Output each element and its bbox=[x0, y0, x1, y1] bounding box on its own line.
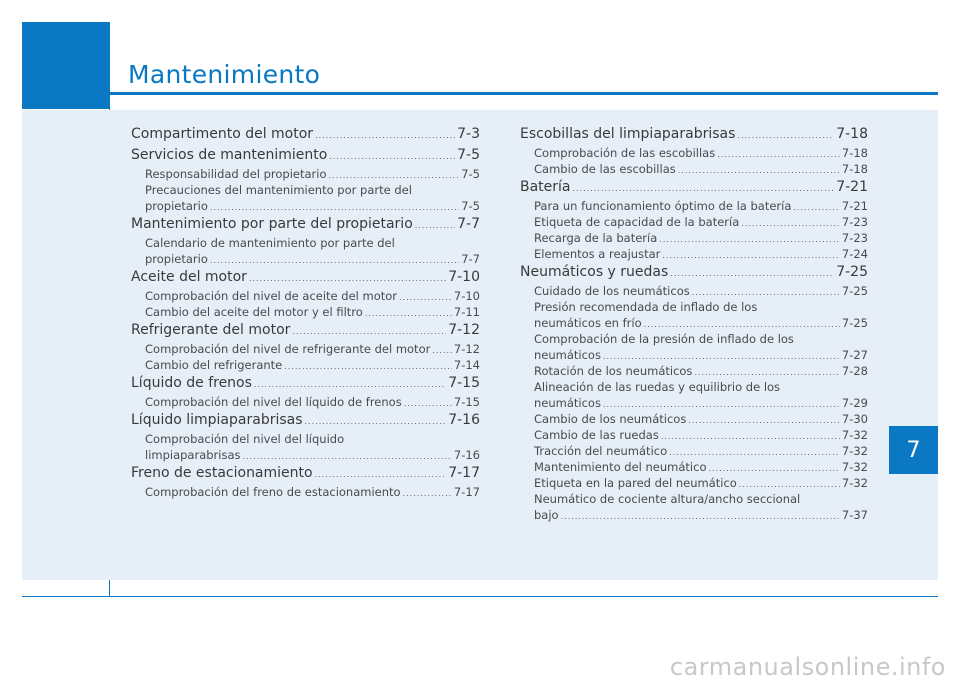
toc-page-number: 7-21 bbox=[836, 179, 868, 195]
toc-page-number: 7-15 bbox=[448, 375, 480, 391]
toc-subentry-traccion-del-neumatico[interactable] bbox=[520, 443, 868, 459]
dot-leader bbox=[292, 321, 446, 342]
toc-entry-label: Mantenimiento del neumático bbox=[534, 460, 707, 474]
toc-subentry-etiqueta-de-capacidad-de-la-bateria[interactable] bbox=[520, 214, 868, 230]
dot-leader bbox=[305, 411, 447, 432]
toc-page-number: 7-28 bbox=[841, 364, 868, 378]
toc-entry-neumaticos-y-ruedas[interactable] bbox=[520, 262, 868, 283]
toc-entry-label: Etiqueta de capacidad de la batería bbox=[534, 215, 740, 229]
dot-leader bbox=[793, 200, 840, 216]
toc-subentry-cuidado-de-los-neumaticos[interactable] bbox=[520, 283, 868, 299]
toc-subentry-wrap-line: Comprobación de la presión de inflado de los bbox=[534, 332, 794, 346]
toc-page-number: 7-11 bbox=[453, 305, 480, 319]
toc-subentry-comprobacion-del-nivel-de-refrigerante-del-motor[interactable] bbox=[131, 341, 480, 357]
toc-page-number: 7-3 bbox=[457, 126, 480, 142]
toc-subentry-wrap-line: Neumático de cociente altura/ancho seccional bbox=[534, 492, 801, 506]
dot-leader bbox=[284, 359, 452, 375]
toc-entry-label: Refrigerante del motor bbox=[131, 322, 291, 338]
toc-page-number: 7-12 bbox=[448, 322, 480, 338]
dot-leader bbox=[329, 146, 455, 167]
toc-subentry-comprobacion-del-freno-de-estacionamiento[interactable] bbox=[131, 484, 480, 500]
toc-entry-label: Responsabilidad del propietario bbox=[145, 167, 327, 181]
toc-entry-label: Tracción del neumático bbox=[534, 444, 668, 458]
toc-entry-label: Rotación de los neumáticos bbox=[534, 364, 693, 378]
toc-entry-label: Batería bbox=[520, 179, 571, 195]
dot-leader bbox=[670, 263, 834, 284]
toc-left-column bbox=[131, 124, 480, 500]
toc-right-column bbox=[520, 124, 868, 523]
toc-subentry-wrap-line: Precauciones del mantenimiento por parte del bbox=[145, 183, 412, 197]
page-title: Mantenimiento bbox=[128, 60, 321, 89]
title-underline-rule bbox=[109, 92, 938, 95]
toc-subentry-rotacion-de-los-neumaticos[interactable] bbox=[520, 363, 868, 379]
dot-leader bbox=[737, 125, 834, 146]
toc-subentry-wrap-line: Alineación de las ruedas y equilibrio de los bbox=[534, 380, 781, 394]
toc-entry-label: neumáticos en frío bbox=[534, 316, 642, 330]
toc-entry-label: Comprobación del nivel del líquido de frenos bbox=[145, 395, 402, 409]
toc-entry-label: propietario bbox=[145, 199, 208, 213]
toc-subentry-presion-recomendada-de-inflado-de-los[interactable] bbox=[520, 315, 868, 331]
toc-page-number: 7-23 bbox=[841, 215, 868, 229]
toc-subentry-comprobacion-del-nivel-del-liquido[interactable] bbox=[131, 447, 480, 463]
toc-entry-liquido-de-frenos[interactable] bbox=[131, 373, 480, 394]
toc-page-number: 7-37 bbox=[841, 508, 868, 522]
toc-entry-liquido-limpiaparabrisas[interactable] bbox=[131, 410, 480, 431]
toc-page-number: 7-15 bbox=[453, 395, 480, 409]
dot-leader bbox=[432, 343, 452, 359]
toc-entry-label: Cambio de los neumáticos bbox=[534, 412, 687, 426]
dot-leader bbox=[415, 215, 455, 236]
header-color-block bbox=[22, 22, 109, 109]
toc-page-number: 7-18 bbox=[841, 146, 868, 160]
toc-subentry-cambio-del-refrigerante[interactable] bbox=[131, 357, 480, 373]
toc-subentry-etiqueta-en-la-pared-del-neumatico[interactable] bbox=[520, 475, 868, 491]
toc-entry-compartimento-del-motor[interactable] bbox=[131, 124, 480, 145]
toc-entry-label: Escobillas del limpiaparabrisas bbox=[520, 126, 736, 142]
toc-page-number: 7-7 bbox=[461, 252, 480, 266]
toc-subentry-cambio-de-las-escobillas[interactable] bbox=[520, 161, 868, 177]
toc-page-number: 7-5 bbox=[461, 199, 480, 213]
toc-page-number: 7-24 bbox=[841, 247, 868, 261]
toc-page-number: 7-23 bbox=[841, 231, 868, 245]
toc-subentry-responsabilidad-del-propietario[interactable] bbox=[131, 166, 480, 182]
dot-leader bbox=[659, 232, 840, 248]
toc-entry-label: neumáticos bbox=[534, 348, 601, 362]
toc-page-number: 7-25 bbox=[841, 284, 868, 298]
toc-page-number: 7-32 bbox=[841, 428, 868, 442]
toc-entry-label: Cambio de las ruedas bbox=[534, 428, 659, 442]
toc-page-number: 7-12 bbox=[453, 342, 480, 356]
dot-leader bbox=[662, 248, 840, 264]
toc-entry-label: Comprobación de las escobillas bbox=[534, 146, 716, 160]
watermark: carmanualsonline.info bbox=[669, 653, 946, 681]
dot-leader bbox=[249, 268, 446, 289]
toc-subentry-cambio-de-las-ruedas[interactable] bbox=[520, 427, 868, 443]
dot-leader bbox=[399, 290, 452, 306]
toc-subentry-cambio-de-los-neumaticos[interactable] bbox=[520, 411, 868, 427]
dot-leader bbox=[315, 125, 455, 146]
toc-subentry-comprobacion-del-nivel-de-aceite-del-motor[interactable] bbox=[131, 288, 480, 304]
toc-page-number: 7-17 bbox=[453, 485, 480, 499]
toc-page-number: 7-30 bbox=[841, 412, 868, 426]
toc-entry-label: Aceite del motor bbox=[131, 269, 247, 285]
toc-entry-label: Mantenimiento por parte del propietario bbox=[131, 216, 413, 232]
toc-subentry-calendario-de-mantenimiento-por-parte-del[interactable] bbox=[131, 251, 480, 267]
toc-page-number: 7-5 bbox=[461, 167, 480, 181]
dot-leader bbox=[315, 464, 447, 485]
toc-subentry-wrap-line: Comprobación del nivel del líquido bbox=[145, 432, 345, 446]
toc-entry-label: Freno de estacionamiento bbox=[131, 465, 313, 481]
toc-entry-label: bajo bbox=[534, 508, 559, 522]
toc-entry-label: Servicios de mantenimiento bbox=[131, 147, 328, 163]
toc-entry-label: Líquido de frenos bbox=[131, 375, 252, 391]
dot-leader bbox=[365, 306, 452, 322]
toc-page-number: 7-18 bbox=[836, 126, 868, 142]
toc-entry-label: Etiqueta en la pared del neumático bbox=[534, 476, 737, 490]
toc-entry-bateria[interactable] bbox=[520, 177, 868, 198]
toc-entry-aceite-del-motor[interactable] bbox=[131, 267, 480, 288]
dot-leader bbox=[404, 396, 452, 412]
toc-subentry-wrap-line: Calendario de mantenimiento por parte del bbox=[145, 236, 395, 250]
toc-subentry-cambio-del-aceite-del-motor-y-el-filtro[interactable] bbox=[131, 304, 480, 320]
toc-page-number: 7-16 bbox=[448, 412, 480, 428]
toc-page-number: 7-16 bbox=[453, 448, 480, 462]
toc-entry-label: propietario bbox=[145, 252, 208, 266]
toc-page-number: 7-7 bbox=[457, 216, 480, 232]
toc-entry-label: Neumáticos y ruedas bbox=[520, 264, 669, 280]
toc-entry-label: Recarga de la batería bbox=[534, 231, 658, 245]
toc-entry-label: Cuidado de los neumáticos bbox=[534, 284, 690, 298]
toc-entry-label: Cambio del aceite del motor y el filtro bbox=[145, 305, 363, 319]
dot-leader bbox=[210, 253, 459, 269]
toc-entry-label: Líquido limpiaparabrisas bbox=[131, 412, 303, 428]
toc-page-number: 7-10 bbox=[448, 269, 480, 285]
toc-page-number: 7-27 bbox=[841, 348, 868, 362]
toc-entry-label: Comprobación del nivel de refrigerante del motor bbox=[145, 342, 431, 356]
toc-entry-refrigerante-del-motor[interactable] bbox=[131, 320, 480, 341]
toc-page-number: 7-32 bbox=[841, 460, 868, 474]
toc-entry-servicios-de-mantenimiento[interactable] bbox=[131, 145, 480, 166]
toc-page-number: 7-14 bbox=[453, 358, 480, 372]
dot-leader bbox=[688, 413, 840, 429]
dot-leader bbox=[661, 429, 840, 445]
toc-entry-label: neumáticos bbox=[534, 396, 601, 410]
toc-entry-mantenimiento-por-parte-del-propietario[interactable] bbox=[131, 214, 480, 235]
toc-subentry-neumatico-de-cociente-altura-ancho-seccional[interactable] bbox=[520, 507, 868, 523]
chapter-tab[interactable]: 7 bbox=[889, 426, 938, 474]
dot-leader bbox=[561, 509, 840, 525]
toc-page-number: 7-32 bbox=[841, 444, 868, 458]
toc-page-number: 7-5 bbox=[457, 147, 480, 163]
toc-entry-label: Cambio del refrigerante bbox=[145, 358, 283, 372]
toc-entry-label: limpiaparabrisas bbox=[145, 448, 241, 462]
toc-entry-label: Comprobación del nivel de aceite del motor bbox=[145, 289, 398, 303]
toc-subentry-comprobacion-del-nivel-del-liquido-de-frenos[interactable] bbox=[131, 394, 480, 410]
toc-page-number: 7-17 bbox=[448, 465, 480, 481]
toc-entry-freno-de-estacionamiento[interactable] bbox=[131, 463, 480, 484]
toc-page-number: 7-10 bbox=[453, 289, 480, 303]
toc-page-number: 7-25 bbox=[841, 316, 868, 330]
toc-page-number: 7-21 bbox=[841, 199, 868, 213]
toc-entry-label: Compartimento del motor bbox=[131, 126, 314, 142]
toc-subentry-precauciones-del-mantenimiento-por-parte-del[interactable] bbox=[131, 198, 480, 214]
dot-leader bbox=[741, 216, 840, 232]
toc-page-number: 7-29 bbox=[841, 396, 868, 410]
dot-leader bbox=[573, 178, 835, 199]
dot-leader bbox=[403, 486, 452, 502]
dot-leader bbox=[254, 374, 446, 395]
toc-subentry-para-un-funcionamiento-optimo-de-la-bateria[interactable] bbox=[520, 198, 868, 214]
toc-entry-escobillas-del-limpiaparabrisas[interactable] bbox=[520, 124, 868, 145]
toc-entry-label: Comprobación del freno de estacionamiento bbox=[145, 485, 401, 499]
toc-subentry-comprobacion-de-las-escobillas[interactable] bbox=[520, 145, 868, 161]
toc-subentry-recarga-de-la-bateria[interactable] bbox=[520, 230, 868, 246]
toc-subentry-elementos-a-reajustar[interactable] bbox=[520, 246, 868, 262]
toc-subentry-alineacion-de-las-ruedas-y-equilibrio-de-los[interactable] bbox=[520, 395, 868, 411]
toc-entry-label: Cambio de las escobillas bbox=[534, 162, 676, 176]
footer-rule bbox=[22, 596, 938, 597]
dot-leader bbox=[717, 147, 840, 163]
toc-subentry-comprobacion-de-la-presion-de-inflado-de-los[interactable] bbox=[520, 347, 868, 363]
dot-leader bbox=[678, 163, 840, 179]
toc-page-number: 7-25 bbox=[836, 264, 868, 280]
toc-subentry-mantenimiento-del-neumatico[interactable] bbox=[520, 459, 868, 475]
toc-subentry-wrap-line: Presión recomendada de inflado de los bbox=[534, 300, 758, 314]
toc-page-number: 7-18 bbox=[841, 162, 868, 176]
toc-entry-label: Para un funcionamiento óptimo de la batería bbox=[534, 199, 792, 213]
toc-entry-label: Elementos a reajustar bbox=[534, 247, 661, 261]
toc-page-number: 7-32 bbox=[841, 476, 868, 490]
